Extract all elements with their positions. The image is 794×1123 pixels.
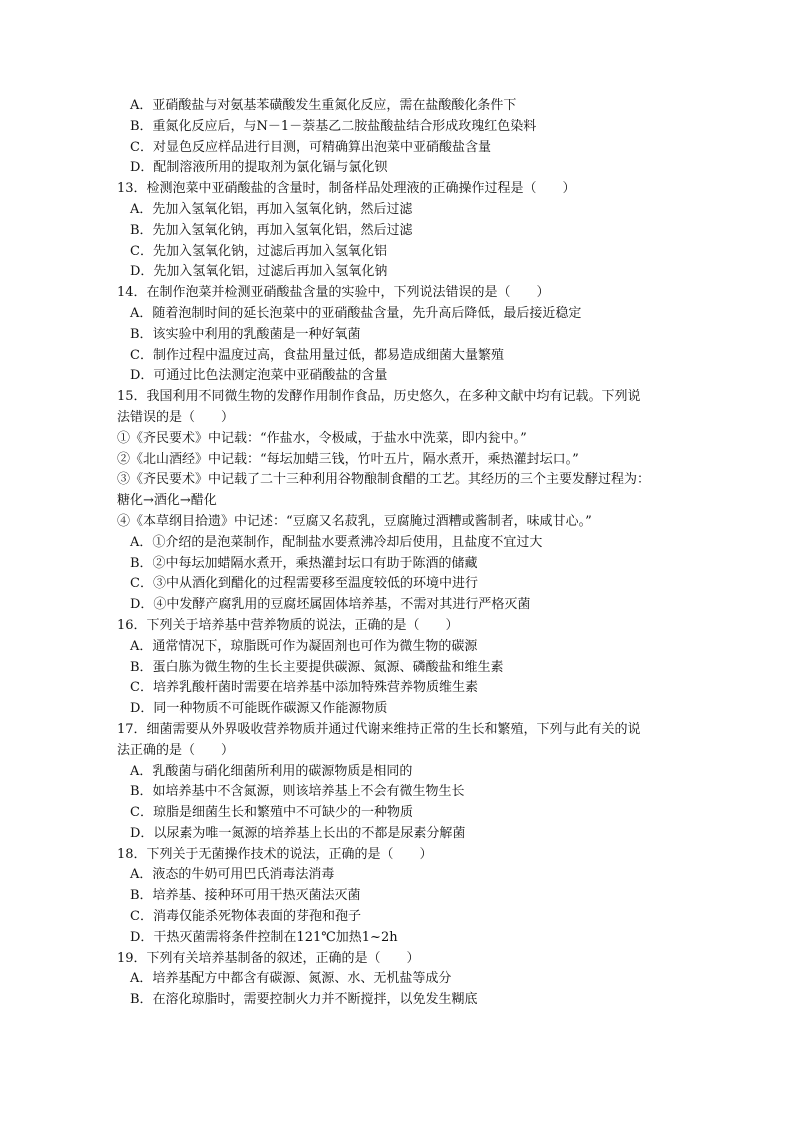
option-d: D．配制溶液所用的提取剂为氯化镉与氯化钡 bbox=[130, 160, 388, 176]
question-17-option-d: D．以尿素为唯一氮源的培养基上长出的不都是尿素分解菌 bbox=[130, 825, 466, 841]
question-16-option-c: C．培养乳酸杆菌时需要在培养基中添加特殊营养物质维生素 bbox=[130, 680, 478, 696]
question-18-option-a: A．液态的牛奶可用巴氏消毒法消毒 bbox=[130, 867, 335, 883]
question-18-option-d: D．干热灭菌需将条件控制在121℃加热1~2h bbox=[130, 929, 398, 945]
question-15-stem-line-1: 15．我国利用不同微生物的发酵作用制作食品，历史悠久，在多种文献中均有记载。下列说 bbox=[117, 389, 641, 405]
question-18-option-b: B．培养基、接种环可用干热灭菌法灭菌 bbox=[130, 888, 361, 904]
question-19-stem: 19．下列有关培养基制备的叙述，正确的是（ ） bbox=[117, 950, 420, 966]
question-15-ref-2: ②《北山酒经》中记载：“每坛加蜡三钱，竹叶五片，隔水煮开，乘热灌封坛口。” bbox=[117, 451, 579, 467]
question-14-stem: 14．在制作泡菜并检测亚硝酸盐含量的实验中，下列说法错误的是（ ） bbox=[117, 285, 550, 301]
question-15-stem-line-2: 法错误的是（ ） bbox=[117, 409, 235, 425]
question-17-stem-line-1: 17．细菌需要从外界吸收营养物质并通过代谢来维持正常的生长和繁殖，下列与此有关的说 bbox=[117, 721, 641, 737]
question-19-option-b: B．在溶化琼脂时，需要控制火力并不断搅拌，以免发生糊底 bbox=[130, 992, 478, 1008]
question-16-stem: 16．下列关于培养基中营养物质的说法，正确的是（ ） bbox=[117, 617, 459, 633]
question-13-option-d: D．先加入氢氧化铝，过滤后再加入氢氧化钠 bbox=[130, 264, 388, 280]
question-15-option-d: D．④中发酵产腐乳用的豆腐坯属固体培养基，不需对其进行严格灭菌 bbox=[130, 597, 531, 613]
question-17-option-c: C．琼脂是细菌生长和繁殖中不可缺少的一种物质 bbox=[130, 805, 413, 821]
question-18-stem: 18．下列关于无菌操作技术的说法，正确的是（ ） bbox=[117, 846, 433, 862]
question-14-option-d: D．可通过比色法测定泡菜中亚硝酸盐的含量 bbox=[130, 368, 388, 384]
question-15-ref-1: ①《齐民要术》中记载：“作盐水，令极咸，于盐水中洗菜，即内瓮中。” bbox=[117, 430, 527, 446]
question-13-option-b: B．先加入氢氧化钠，再加入氢氧化铝，然后过滤 bbox=[130, 222, 413, 238]
question-14-option-c: C．制作过程中温度过高，食盐用量过低，都易造成细菌大量繁殖 bbox=[130, 347, 504, 363]
question-15-ref-4: ④《本草纲目拾遗》中记述：“豆腐又名菽乳，豆腐腌过酒糟或酱制者，味咸甘心。” bbox=[117, 513, 592, 529]
question-13-stem: 13．检测泡菜中亚硝酸盐的含量时，制备样品处理液的正确操作过程是（ ） bbox=[117, 181, 576, 197]
question-16-option-a: A．通常情况下，琼脂既可作为凝固剂也可作为微生物的碳源 bbox=[130, 638, 478, 654]
question-16-option-b: B．蛋白胨为微生物的生长主要提供碳源、氮源、磷酸盐和维生素 bbox=[130, 659, 504, 675]
question-15-ref-3-cont: 糖化→酒化→醋化 bbox=[117, 493, 217, 509]
option-a: A．亚硝酸盐与对氨基苯磺酸发生重氮化反应，需在盐酸酸化条件下 bbox=[130, 98, 517, 113]
question-13-option-c: C．先加入氢氧化钠，过滤后再加入氢氧化铝 bbox=[130, 243, 387, 259]
question-16-option-d: D．同一种物质不可能既作碳源又作能源物质 bbox=[130, 701, 388, 717]
question-18-option-c: C．消毒仅能杀死物体表面的芽孢和孢子 bbox=[130, 909, 361, 925]
question-15-option-b: B．②中每坛加蜡隔水煮开，乘热灌封坛口有助于陈酒的储藏 bbox=[130, 555, 478, 571]
page-content bbox=[117, 96, 682, 1011]
question-19-option-a: A．培养基配方中都含有碳源、氮源、水、无机盐等成分 bbox=[130, 971, 452, 987]
question-17-option-b: B．如培养基中不含氮源，则该培养基上不会有微生物生长 bbox=[130, 784, 465, 800]
option-b: B．重氮化反应后，与N－1－萘基乙二胺盐酸盐结合形成玫瑰红色染料 bbox=[130, 118, 537, 134]
question-17-stem-line-2: 法正确的是（ ） bbox=[117, 742, 235, 758]
question-15-option-c: C．③中从酒化到醋化的过程需要移至温度较低的环境中进行 bbox=[130, 576, 478, 592]
question-14-option-a: A．随着泡制时间的延长泡菜中的亚硝酸盐含量，先升高后降低，最后接近稳定 bbox=[130, 305, 582, 321]
question-15-ref-3: ③《齐民要术》中记载了二十三种利用谷物酿制食醋的工艺。其经历的三个主要发酵过程为： bbox=[117, 472, 651, 488]
question-17-option-a: A．乳酸菌与硝化细菌所利用的碳源物质是相同的 bbox=[130, 763, 413, 779]
question-14-option-b: B．该实验中利用的乳酸菌是一种好氧菌 bbox=[130, 326, 361, 342]
question-15-option-a: A．①介绍的是泡菜制作，配制盐水要煮沸冷却后使用，且盐度不宜过大 bbox=[130, 534, 543, 550]
option-c: C．对显色反应样品进行目测，可精确算出泡菜中亚硝酸盐含量 bbox=[130, 139, 491, 155]
question-13-option-a: A．先加入氢氧化铝，再加入氢氧化钠，然后过滤 bbox=[130, 201, 413, 217]
